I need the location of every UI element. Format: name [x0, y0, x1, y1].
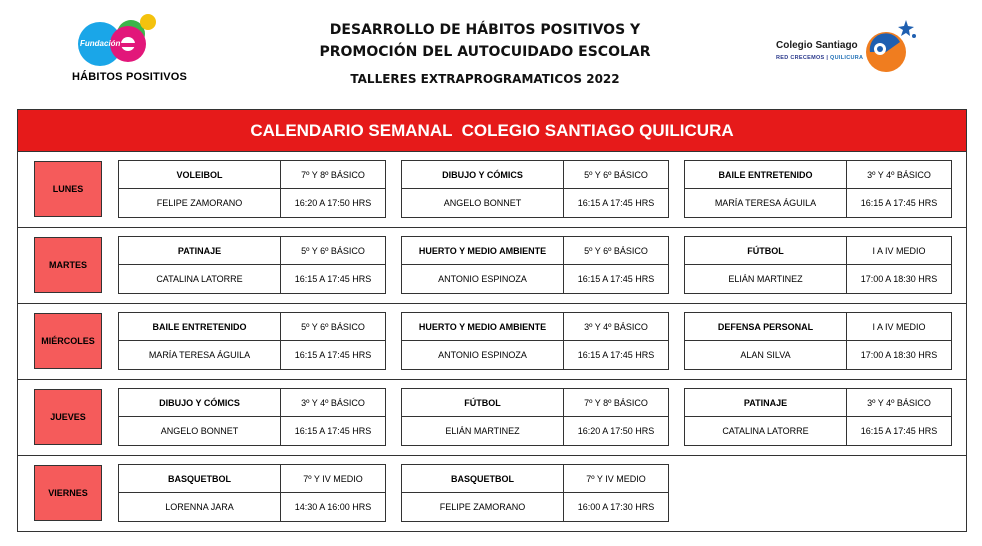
activity-time: 16:15 A 17:45 HRS: [294, 274, 372, 284]
activity-time: 16:15 A 17:45 HRS: [860, 198, 938, 208]
activity-grade: 5º Y 6º BÁSICO: [564, 161, 668, 189]
activity-name: PATINAJE: [119, 237, 281, 265]
activity-grade: 3º Y 4º BÁSICO: [847, 389, 951, 417]
page-title-line1: DESARROLLO DE HÁBITOS POSITIVOS Y: [329, 22, 641, 38]
activity-name: HUERTO Y MEDIO AMBIENTE: [402, 237, 564, 265]
activity-grade: 3º Y 4º BÁSICO: [847, 161, 951, 189]
activity-grade: 5º Y 6º BÁSICO: [281, 313, 385, 341]
day-label: MIÉRCOLES: [34, 313, 102, 369]
activity-time: 16:15 A 17:45 HRS: [860, 426, 938, 436]
activity-time: 16:15 A 17:45 HRS: [294, 350, 372, 360]
activity-teacher: ANTONIO ESPINOZA: [402, 265, 564, 293]
day-row: [18, 380, 966, 456]
day-row: [18, 304, 966, 380]
day-row: [18, 456, 966, 532]
activity-teacher: CATALINA LATORRE: [685, 417, 847, 445]
page-title-line2: PROMOCIÓN DEL AUTOCUIDADO ESCOLAR: [319, 44, 651, 60]
weekly-calendar: [17, 109, 967, 532]
calendar-banner: CALENDARIO SEMANAL COLEGIO SANTIAGO QUILICURA: [18, 110, 966, 152]
activity-card: [684, 160, 952, 218]
activity-teacher: ANGELO BONNET: [119, 417, 281, 445]
activity-card: [401, 236, 669, 294]
fundacion-logo: [66, 12, 186, 88]
activity-grade: 7º Y 8º BÁSICO: [281, 161, 385, 189]
activity-card: [401, 160, 669, 218]
colegio-logo: [770, 16, 930, 86]
fundacion-logo-name: HÁBITOS POSITIVOS: [72, 71, 188, 83]
activity-time: 16:20 A 17:50 HRS: [294, 198, 372, 208]
activity-name: PATINAJE: [685, 389, 847, 417]
activity-grade: 7º Y IV MEDIO: [564, 465, 668, 493]
activity-teacher: CATALINA LATORRE: [119, 265, 281, 293]
activity-card: [118, 236, 386, 294]
activity-card: [401, 388, 669, 446]
activity-card: [684, 388, 952, 446]
activity-teacher: ELIÁN MARTINEZ: [402, 417, 564, 445]
colegio-logo-tag1: RED CRECEMOS: [776, 55, 825, 61]
activity-card: [684, 236, 952, 294]
activity-grade: 3º Y 4º BÁSICO: [564, 313, 668, 341]
day-label: MARTES: [34, 237, 102, 293]
activity-name: BAILE ENTRETENIDO: [119, 313, 281, 341]
colegio-logo-tag2: QUILICURA: [830, 55, 864, 61]
activity-card: [401, 464, 669, 522]
activity-time: 17:00 A 18:30 HRS: [860, 350, 938, 360]
activity-time: 14:30 A 16:00 HRS: [294, 502, 372, 512]
activity-teacher: LORENNA JARA: [119, 493, 281, 521]
page-subtitle: TALLERES EXTRAPROGRAMATICOS 2022: [350, 72, 620, 86]
activity-teacher: MARÍA TERESA ÁGUILA: [119, 341, 281, 369]
activity-card: [118, 160, 386, 218]
activity-grade: 3º Y 4º BÁSICO: [281, 389, 385, 417]
activity-card: [118, 464, 386, 522]
day-row: [18, 228, 966, 304]
activity-teacher: ALAN SILVA: [685, 341, 847, 369]
activity-time: 16:15 A 17:45 HRS: [577, 198, 655, 208]
activity-grade: 7º Y 8º BÁSICO: [564, 389, 668, 417]
activity-time: 16:15 A 17:45 HRS: [577, 274, 655, 284]
activity-name: DIBUJO Y CÓMICS: [402, 161, 564, 189]
day-label: JUEVES: [34, 389, 102, 445]
activity-time: 16:15 A 17:45 HRS: [294, 426, 372, 436]
activity-name: BAILE ENTRETENIDO: [685, 161, 847, 189]
activity-grade: I A IV MEDIO: [847, 313, 951, 341]
colegio-logo-tagline: RED CRECEMOS | QUILICURA: [776, 55, 864, 61]
activity-card: [118, 388, 386, 446]
activity-name: VOLEIBOL: [119, 161, 281, 189]
activity-time: 16:00 A 17:30 HRS: [577, 502, 655, 512]
activity-name: FÚTBOL: [685, 237, 847, 265]
activity-card: [684, 312, 952, 370]
activity-teacher: FELIPE ZAMORANO: [119, 189, 281, 217]
activity-grade: 7º Y IV MEDIO: [281, 465, 385, 493]
activity-card: [118, 312, 386, 370]
activity-grade: 5º Y 6º BÁSICO: [564, 237, 668, 265]
activity-name: BASQUETBOL: [119, 465, 281, 493]
day-row: [18, 152, 966, 228]
day-label: LUNES: [34, 161, 102, 217]
activity-name: HUERTO Y MEDIO AMBIENTE: [402, 313, 564, 341]
activity-teacher: ANGELO BONNET: [402, 189, 564, 217]
activity-name: DIBUJO Y CÓMICS: [119, 389, 281, 417]
activity-grade: I A IV MEDIO: [847, 237, 951, 265]
day-label: VIERNES: [34, 465, 102, 521]
activity-teacher: FELIPE ZAMORANO: [402, 493, 564, 521]
activity-time: 16:20 A 17:50 HRS: [577, 426, 655, 436]
activity-grade: 5º Y 6º BÁSICO: [281, 237, 385, 265]
colegio-logo-icon: [860, 16, 922, 78]
activity-card: [401, 312, 669, 370]
activity-time: 16:15 A 17:45 HRS: [577, 350, 655, 360]
activity-time: 17:00 A 18:30 HRS: [860, 274, 938, 284]
fundacion-logo-small-text: Fundación: [80, 39, 121, 48]
activity-teacher: MARÍA TERESA ÁGUILA: [685, 189, 847, 217]
activity-name: FÚTBOL: [402, 389, 564, 417]
activity-name: DEFENSA PERSONAL: [685, 313, 847, 341]
activity-teacher: ANTONIO ESPINOZA: [402, 341, 564, 369]
activity-teacher: ELIÁN MARTINEZ: [685, 265, 847, 293]
activity-name: BASQUETBOL: [402, 465, 564, 493]
colegio-logo-name: Colegio Santiago: [776, 40, 858, 51]
